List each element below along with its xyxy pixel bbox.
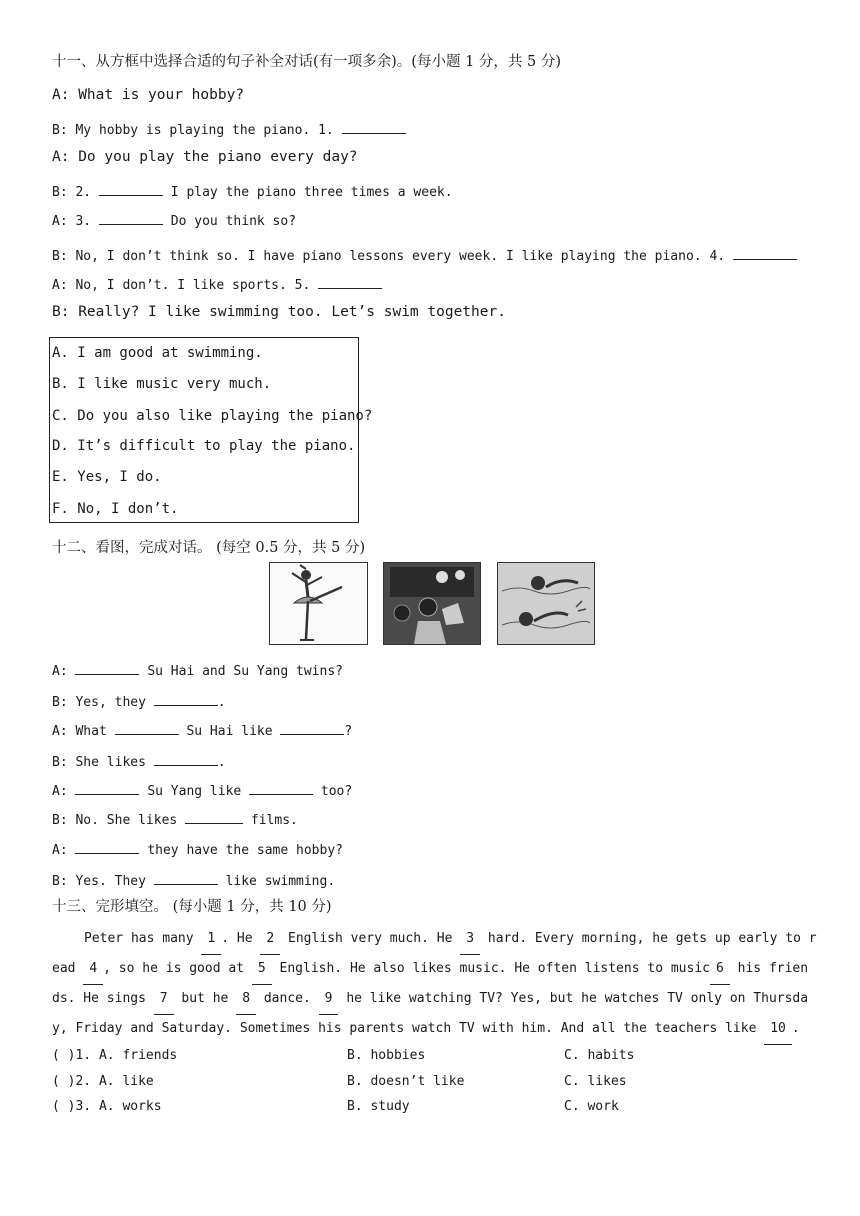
- passage-row: y, Friday and Saturday. Sometimes his parents watch TV with him. And all the teachers like 10 .: [52, 1014, 800, 1045]
- cloze-blank-6[interactable]: 6: [710, 954, 730, 985]
- dialog-line: A: 3. Do you think so?: [52, 211, 296, 230]
- dialog-line: B: No. She likes films.: [52, 810, 298, 829]
- cloze-blank-2[interactable]: 2: [260, 924, 280, 955]
- answer-blank[interactable]: [99, 211, 163, 225]
- options-box: [49, 337, 373, 523]
- answer-blank[interactable]: [154, 692, 218, 706]
- dialog-line: B: Really? I like swimming too. Let’s swim together.: [52, 304, 506, 320]
- cloze-blank-4[interactable]: 4: [83, 954, 103, 985]
- option-d: D. It’s difficult to play the piano.: [52, 438, 356, 454]
- question-1-a: ( )1. A. friends: [52, 1048, 178, 1063]
- passage-row: ds. He sings 7 but he 8 dance. 9 he like watching TV? Yes, but he watches TV only on Thursda: [52, 984, 808, 1015]
- answer-blank[interactable]: [154, 752, 218, 766]
- passage-row: Peter has many 1 . He 2 English very much. He 3 hard. Every morning, he gets up early to r: [84, 924, 817, 955]
- dialog-line: B: My hobby is playing the piano. 1.: [52, 120, 406, 139]
- cloze-blank-3[interactable]: 3: [460, 924, 480, 955]
- question-3-a: ( )3. A. works: [52, 1099, 162, 1114]
- answer-blank[interactable]: [185, 810, 243, 824]
- question-2-c: C. likes: [564, 1074, 627, 1089]
- question-2-b: B. doesn’t like: [347, 1074, 465, 1089]
- answer-blank[interactable]: [75, 840, 139, 854]
- dialog-line: B: 2. I play the piano three times a week.: [52, 182, 453, 201]
- answer-blank[interactable]: [249, 781, 313, 795]
- answer-blank[interactable]: [154, 871, 218, 885]
- passage-row: ead 4 , so he is good at 5 English. He also likes music. He often listens to music 6 his frien: [52, 954, 808, 985]
- option-f: F. No, I don’t.: [52, 501, 179, 517]
- answer-blank[interactable]: [115, 721, 179, 735]
- dialog-line: A: Su Hai and Su Yang twins?: [52, 661, 343, 680]
- ballet-dancer-picture: [269, 562, 368, 645]
- dialog-line: A: Su Yang like too?: [52, 781, 352, 800]
- answer-blank[interactable]: [75, 781, 139, 795]
- answer-blank[interactable]: [318, 275, 382, 289]
- question-1-c: C. habits: [564, 1048, 635, 1063]
- cloze-blank-1[interactable]: 1: [201, 924, 221, 955]
- section-13-title: 十三、完形填空。 (每小题 1 分，共 10 分): [52, 899, 332, 915]
- section-12-title: 十二、看图，完成对话。 (每空 0.5 分，共 5 分): [52, 540, 366, 556]
- dialog-line: A: Do you play the piano every day?: [52, 149, 358, 165]
- question-1-b: B. hobbies: [347, 1048, 426, 1063]
- dialog-line: A: they have the same hobby?: [52, 840, 343, 859]
- cloze-blank-7[interactable]: 7: [154, 984, 174, 1015]
- answer-blank[interactable]: [99, 182, 163, 196]
- answer-blank[interactable]: [342, 120, 406, 134]
- option-c: C. Do you also like playing the piano?: [52, 408, 373, 424]
- answer-blank[interactable]: [75, 661, 139, 675]
- dialog-line: B: Yes. They like swimming.: [52, 871, 335, 890]
- answer-blank[interactable]: [280, 721, 344, 735]
- dialog-line: A: No, I don’t. I like sports. 5.: [52, 275, 382, 294]
- dialog-line: B: She likes .: [52, 752, 226, 771]
- answer-blank[interactable]: [733, 246, 797, 260]
- cloze-blank-8[interactable]: 8: [236, 984, 256, 1015]
- option-b: B. I like music very much.: [52, 376, 272, 392]
- cloze-blank-5[interactable]: 5: [252, 954, 272, 985]
- dialog-line: A: What is your hobby?: [52, 87, 245, 103]
- question-3-c: C. work: [564, 1099, 619, 1114]
- section-11-title: 十一、从方框中选择合适的句子补全对话(有一项多余)。(每小题 1 分，共 5 分): [52, 54, 562, 70]
- cloze-blank-9[interactable]: 9: [319, 984, 339, 1015]
- dialog-line: A: What Su Hai like ?: [52, 721, 352, 740]
- question-2-a: ( )2. A. like: [52, 1074, 154, 1089]
- question-3-b: B. study: [347, 1099, 410, 1114]
- option-a: A. I am good at swimming.: [52, 345, 263, 361]
- dialog-line: B: No, I don’t think so. I have piano lessons every week. I like playing the piano. 4.: [52, 246, 797, 265]
- cinema-picture: [383, 562, 481, 645]
- swimming-picture: [497, 562, 595, 645]
- dialog-line: B: Yes, they .: [52, 692, 226, 711]
- cloze-blank-10[interactable]: 10: [764, 1014, 792, 1045]
- cloze-passage: [52, 924, 817, 1044]
- option-e: E. Yes, I do.: [52, 469, 162, 485]
